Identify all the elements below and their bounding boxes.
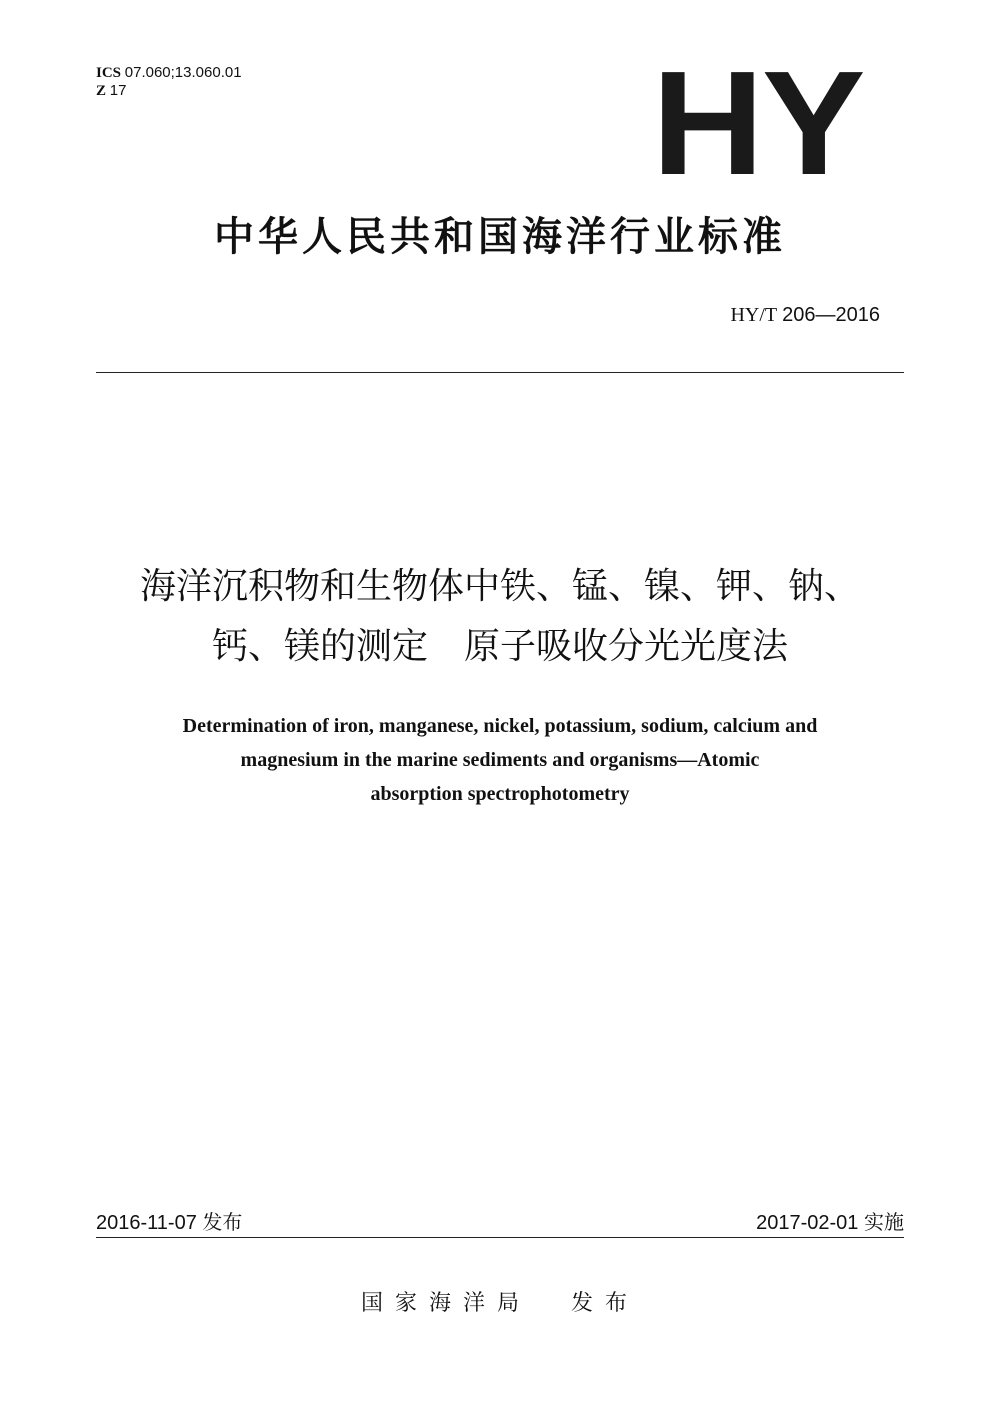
ccs-value: 17 [109,82,127,99]
publisher [0,1286,1000,1317]
classification-codes [96,64,242,100]
ccs-label: Z [96,83,107,99]
english-title-line-1: Determination of iron, manganese, nickel, potassium, sodium, calcium and [182,715,818,737]
top-divider [96,372,904,373]
english-title-line-3: absorption spectrophotometry [370,783,630,805]
ccs-code [96,82,242,100]
chinese-title-line-1: 海洋沉积物和生物体中铁、锰、镍、钾、钠、 [139,566,860,607]
issue-date: 2016-11-07 发布 [96,1212,243,1234]
standard-number [730,304,880,327]
publisher-name: 国家海洋局 [360,1291,531,1316]
standard-number-value: 206—2016 [782,304,880,326]
hy-logo: HY [651,41,864,206]
english-title-line-2: magnesium in the marine sediments and organisms—Atomic [240,749,760,771]
publisher-action: 发布 [571,1291,640,1316]
bottom-divider [96,1237,904,1238]
implementation-date: 2017-02-01 实施 [756,1212,904,1234]
ics-code [96,64,242,82]
chinese-title-line-2: 钙、镁的测定 原子吸收分光光度法 [211,626,788,667]
standard-category-title: 中华人民共和国海洋行业标准 [214,214,786,260]
ics-value: 07.060;13.060.01 [124,64,242,81]
standard-number-prefix: HY/T [730,304,778,326]
ics-label: ICS [96,65,122,81]
